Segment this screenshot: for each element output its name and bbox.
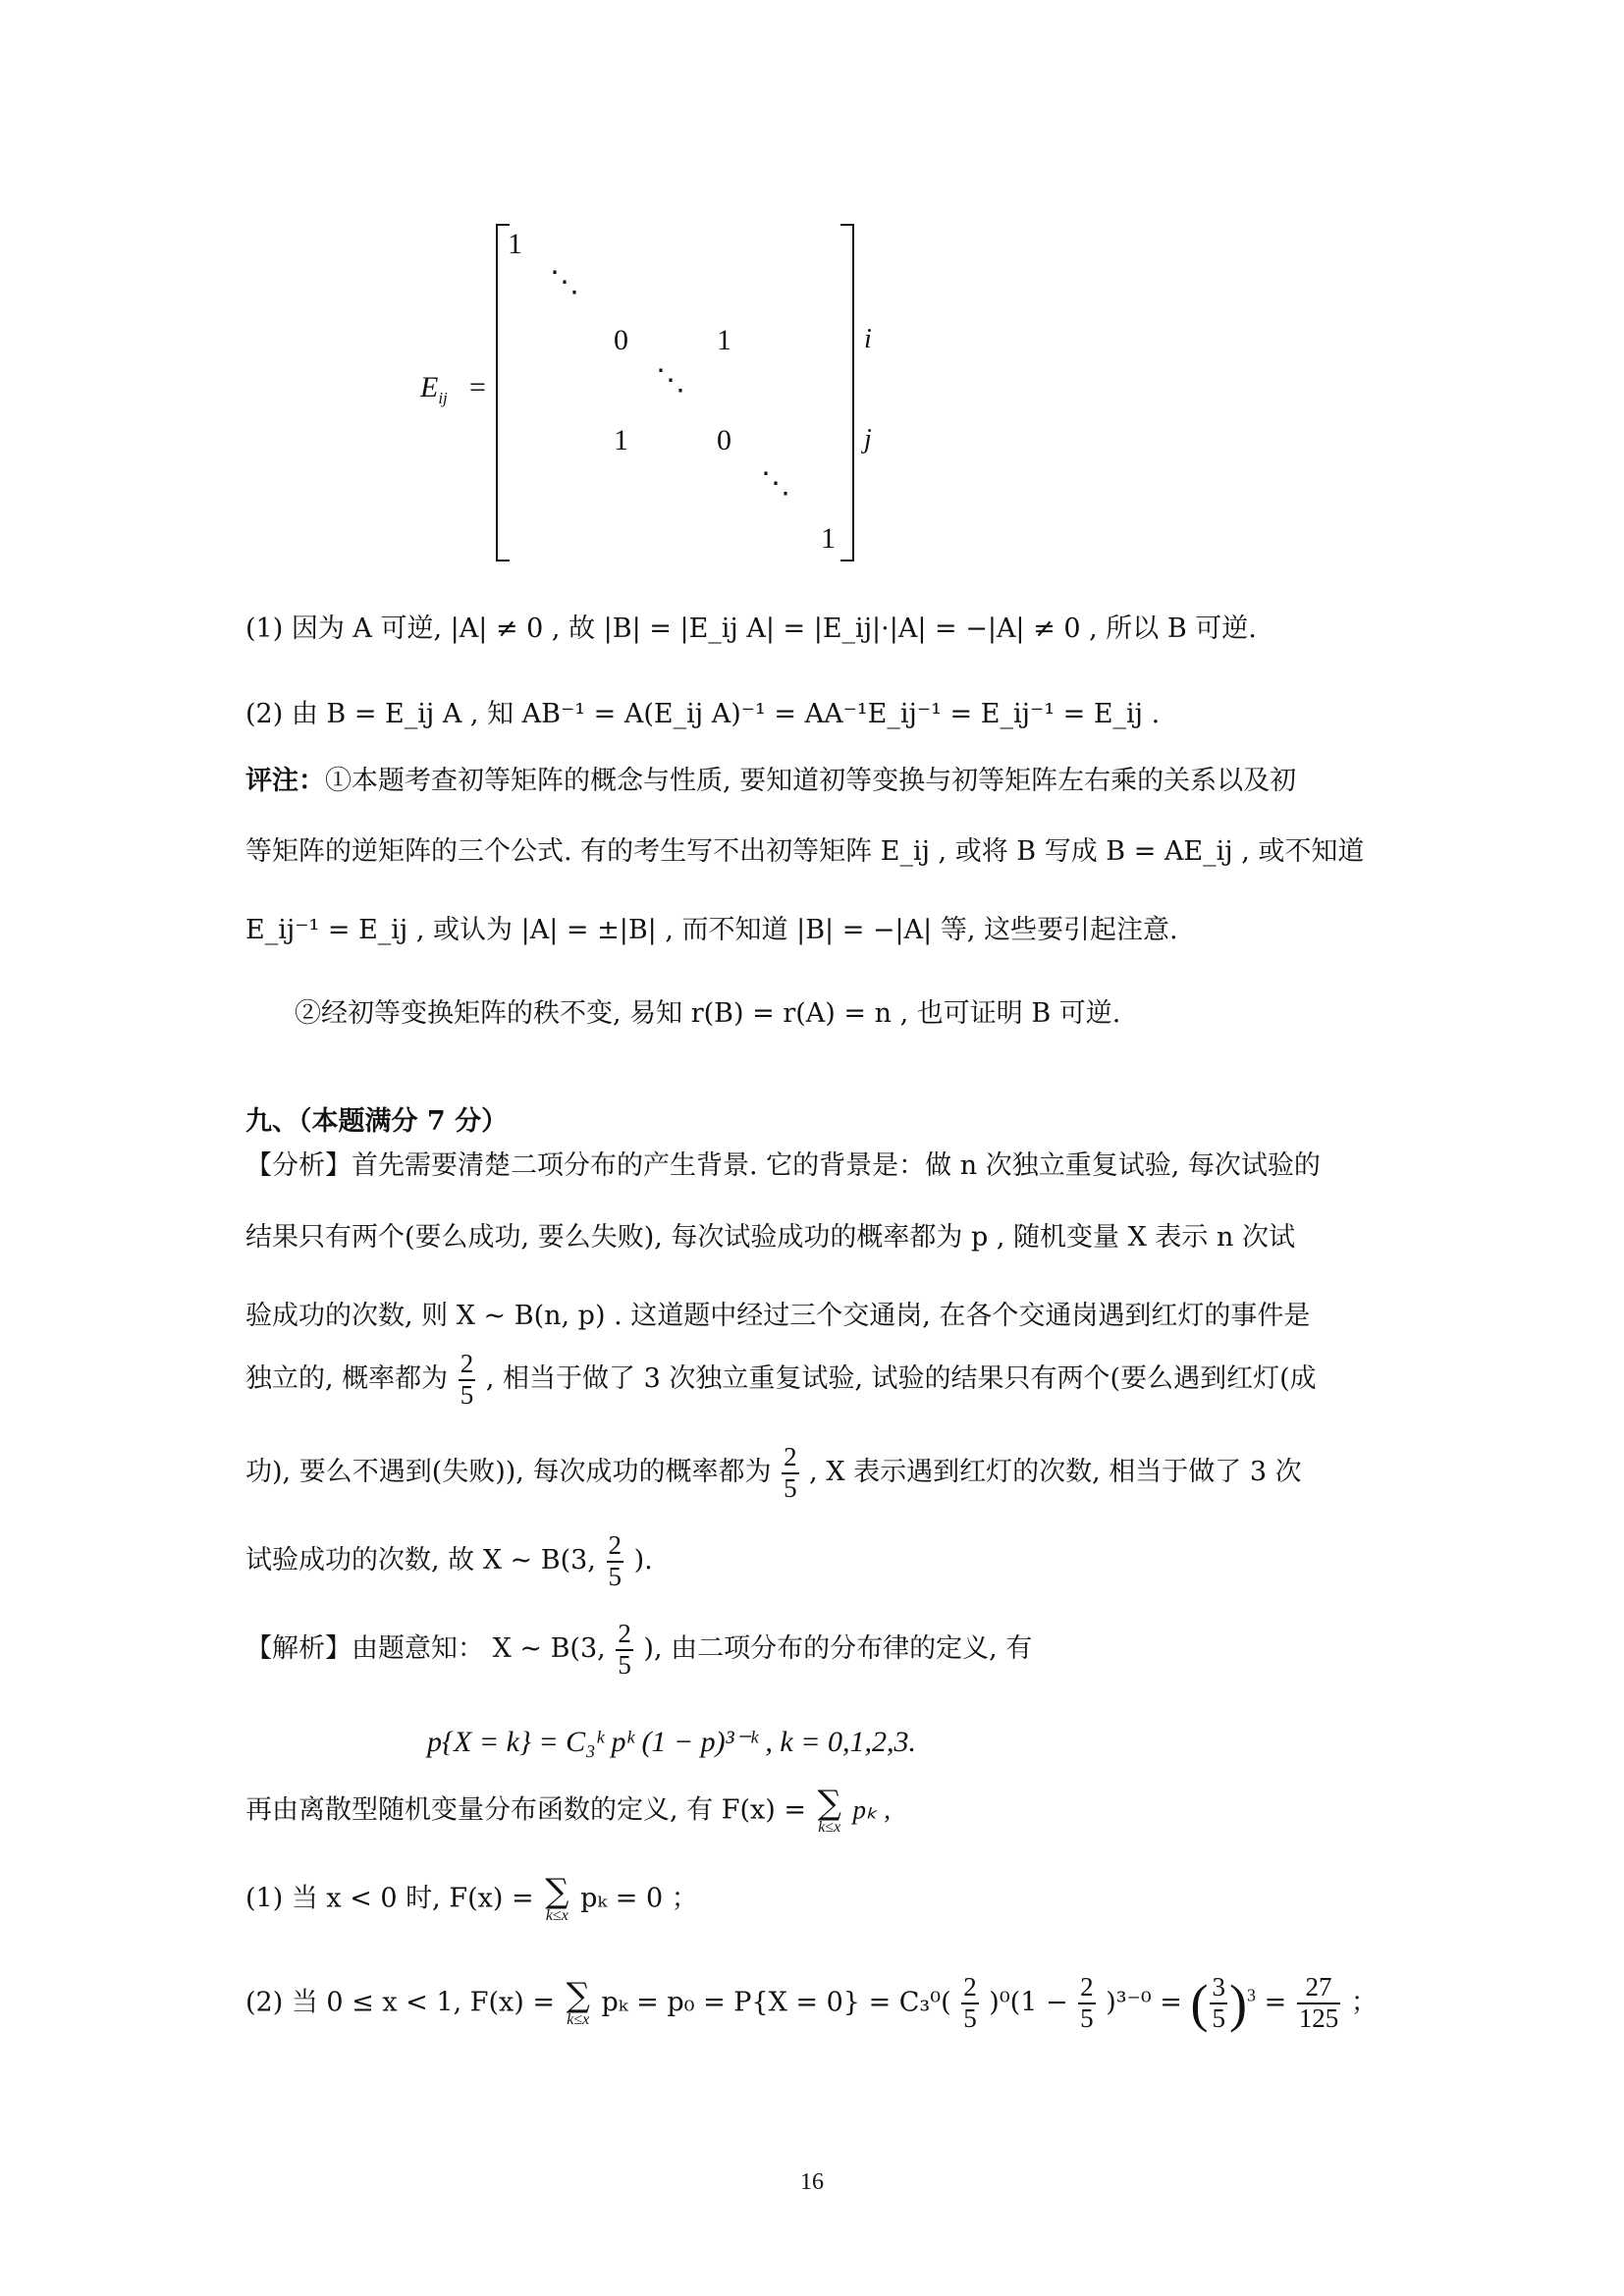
matrix-entry: 1 bbox=[508, 228, 522, 260]
matrix-lhs: $E_{ij}$ bbox=[420, 371, 448, 407]
matrix-entry: 1 bbox=[717, 324, 731, 356]
cdf-definition: 再由离散型随机变量分布函数的定义, 有 F(x) = ∑ k≤x pₖ , bbox=[245, 1784, 891, 1836]
sum-symbol: ∑ k≤x bbox=[566, 1976, 590, 2028]
fraction: $\frac{27}{125}$ bbox=[1298, 1972, 1339, 2033]
analysis-label: 【分析】 bbox=[245, 1150, 352, 1181]
page-number: 16 bbox=[800, 2169, 824, 2195]
matrix-equals: = bbox=[469, 371, 486, 403]
remark-line-3: E_ij⁻¹ = E_ij , 或认为 |A| = ±|B| , 而不知道 |B| = −|A| 等, 这些要引起注意. bbox=[245, 915, 1178, 945]
remark-label: 评注： bbox=[245, 766, 325, 796]
sum-symbol: ∑ k≤x bbox=[817, 1784, 841, 1836]
analysis-line-6: 试验成功的次数, 故 X ~ B(3, $\frac{2}{5}$ ). bbox=[245, 1530, 653, 1591]
case-1: (1) 当 x < 0 时, F(x) = ∑ k≤x pₖ = 0 ； bbox=[245, 1872, 698, 1924]
matrix-entry: 0 bbox=[614, 324, 628, 356]
fraction: $\frac{2}{5}$ bbox=[784, 1442, 797, 1503]
binomial-formula: p{X = k} = C₃ᵏ pᵏ (1 − p)³⁻ᵏ , k = 0,1,2,3. bbox=[427, 1726, 916, 1758]
analysis-line-4: 独立的, 概率都为 $\frac{2}{5}$ , 相当于做了 3 次独立重复试验, 试验的结果只有两个(要么遇到红灯(成 bbox=[245, 1349, 1317, 1410]
analysis-line-3: 验成功的次数, 则 X ~ B(n, p) . 这道题中经过三个交通岗, 在各个交通岗遇到红灯的事件是 bbox=[245, 1301, 1311, 1331]
proof-part-1: (1) 因为 A 可逆, |A| ≠ 0 , 故 |B| = |E_ij A| = |E_ij|·|A| = −|A| ≠ 0 , 所以 B 可逆. bbox=[245, 614, 1257, 644]
remark-line-2: 等矩阵的逆矩阵的三个公式. 有的考生写不出初等矩阵 E_ij , 或将 B 写成 B = AE_ij , 或不知道 bbox=[245, 836, 1365, 867]
proof-part-2: (2) 由 B = E_ij A , 知 AB⁻¹ = A(E_ij A)⁻¹ = AA⁻¹E_ij⁻¹ = E_ij⁻¹ = E_ij . bbox=[245, 699, 1161, 729]
remark-line-1: 评注：①本题考查初等矩阵的概念与性质, 要知道初等变换与初等矩阵左右乘的关系以及初 bbox=[245, 766, 1297, 796]
analysis-line-1: 【分析】首先需要清楚二项分布的产生背景. 它的背景是：做 n 次独立重复试验, 每次试验的 bbox=[245, 1150, 1321, 1181]
matrix-left-bracket bbox=[496, 224, 510, 561]
fraction: $\frac{2}{5}$ bbox=[963, 1972, 977, 2033]
remark-line-4: ②经初等变换矩阵的秩不变, 易知 r(B) = r(A) = n , 也可证明 B 可逆. bbox=[295, 998, 1121, 1029]
solution-label: 【解析】 bbox=[245, 1633, 352, 1665]
matrix-row-label: j bbox=[864, 424, 872, 454]
solution-line-1: 【解析】由题意知： X ~ B(3, $\frac{2}{5}$ ), 由二项分布的分布律的定义, 有 bbox=[245, 1619, 1033, 1680]
fraction: $\frac{2}{5}$ bbox=[608, 1530, 622, 1591]
matrix-entry: ⋱ bbox=[761, 467, 790, 500]
matrix-entry: 1 bbox=[614, 424, 628, 456]
matrix-entry: 0 bbox=[717, 424, 731, 456]
analysis-line-2: 结果只有两个(要么成功, 要么失败), 每次试验成功的概率都为 p , 随机变量 X 表示 n 次试 bbox=[245, 1222, 1295, 1253]
matrix-row-label: i bbox=[864, 324, 872, 354]
fraction: $\frac{3}{5}$ bbox=[1212, 1972, 1225, 2033]
analysis-line-5: 功), 要么不遇到(失败)), 每次成功的概率都为 $\frac{2}{5}$ , X 表示遇到红灯的次数, 相当于做了 3 次 bbox=[245, 1442, 1302, 1503]
case-2: (2) 当 0 ≤ x < 1, F(x) = ∑ k≤x pₖ = p₀ = P{X = 0} = C₃⁰( $\frac{2}{5}$ )⁰(1 − $\frac{2}{5}$ )³⁻⁰ = ( $\frac{3}{5}$ )$^3$ = $\frac{27}{125}$ ； bbox=[245, 1972, 1378, 2033]
matrix-entry: ⋱ bbox=[656, 364, 685, 397]
fraction: $\frac{2}{5}$ bbox=[618, 1619, 631, 1680]
section-title: 九、（本题满分 7 分） bbox=[245, 1106, 509, 1137]
matrix-right-bracket bbox=[840, 224, 854, 561]
fraction: $\frac{2}{5}$ bbox=[460, 1349, 474, 1410]
matrix-entry: ⋱ bbox=[550, 266, 579, 298]
fraction: $\frac{2}{5}$ bbox=[1080, 1972, 1094, 2033]
matrix-entry: 1 bbox=[821, 522, 836, 555]
sum-symbol: ∑ k≤x bbox=[545, 1872, 569, 1924]
